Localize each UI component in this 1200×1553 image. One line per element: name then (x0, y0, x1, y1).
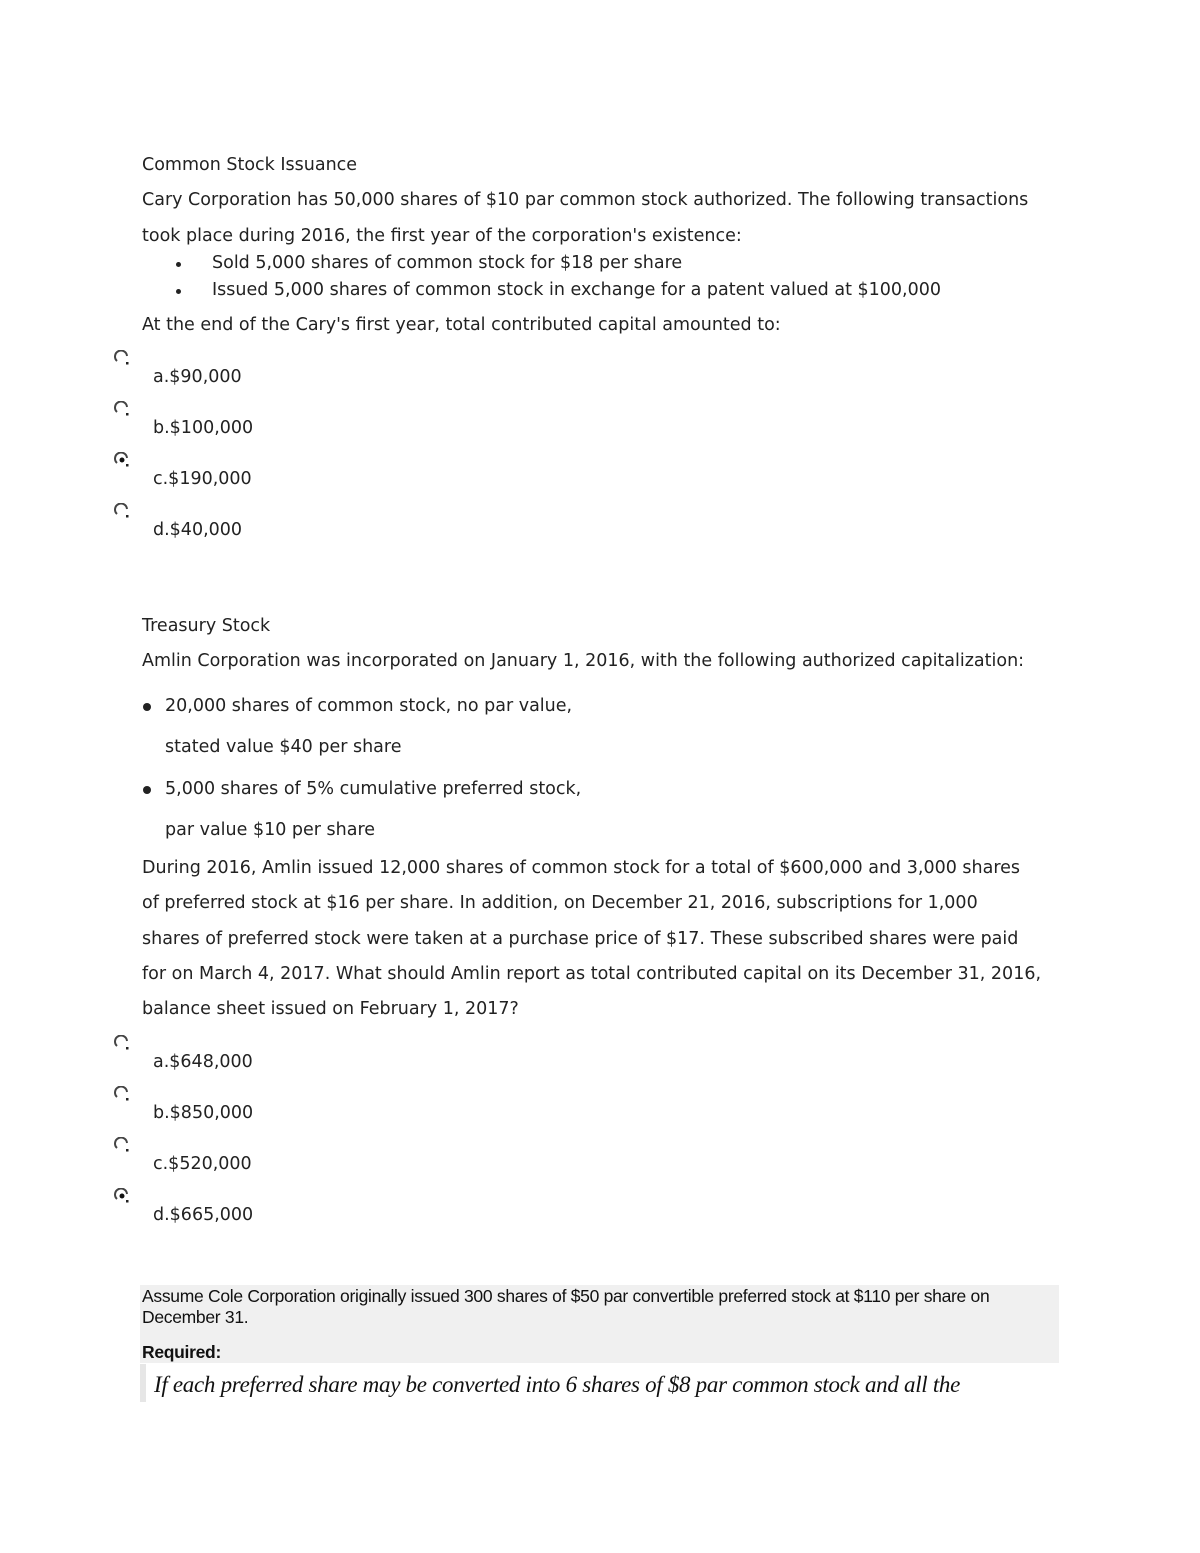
q2-option-a[interactable]: a.$648,000 (153, 1052, 253, 1072)
q3-question-bar (140, 1364, 146, 1402)
bullet-icon (143, 703, 151, 711)
q1-option-c[interactable]: c.$190,000 (153, 469, 252, 489)
q3-question: If each preferred share may be converted into 6 shares of $8 par common stock and all the (154, 1372, 961, 1397)
q2-text-line1: Amlin Corporation was incorporated on January 1, 2016, with the following authorized capitalization: (142, 651, 1025, 671)
q1-option-d[interactable]: d.$40,000 (153, 520, 243, 540)
q2-bullet-1-line1: 20,000 shares of common stock, no par value, (165, 696, 573, 716)
q2-bullet-1-line2: stated value $40 per share (165, 737, 402, 757)
radio-unselected-icon[interactable] (114, 401, 130, 417)
q2-para-line1: During 2016, Amlin issued 12,000 shares of common stock for a total of $600,000 and 3,000 shares (142, 858, 1021, 878)
radio-selected-icon[interactable] (114, 1188, 130, 1204)
q2-para-line3: shares of preferred stock were taken at a purchase price of $17. These subscribed shares were paid (142, 929, 1019, 949)
q2-option-c[interactable]: c.$520,000 (153, 1154, 252, 1174)
q1-option-a[interactable]: a.$90,000 (153, 367, 242, 387)
q1-title: Common Stock Issuance (142, 155, 358, 175)
bullet-icon (176, 289, 181, 294)
q3-line1: Assume Cole Corporation originally issued 300 shares of $50 par convertible preferred stock at $110 per share on (142, 1286, 990, 1306)
q2-option-d[interactable]: d.$665,000 (153, 1205, 254, 1225)
radio-unselected-icon[interactable] (114, 1137, 130, 1153)
q2-para-line2: of preferred stock at $16 per share. In addition, on December 21, 2016, subscriptions for 1,000 (142, 893, 978, 913)
q2-title: Treasury Stock (142, 616, 271, 636)
bullet-icon (176, 262, 181, 267)
q2-para-line5: balance sheet issued on February 1, 2017? (142, 999, 519, 1019)
q2-bullet-2-line2: par value $10 per share (165, 820, 376, 840)
q1-bullet-1: Sold 5,000 shares of common stock for $18 per share (212, 253, 683, 273)
q3-line2: December 31. (142, 1307, 249, 1327)
q1-text-line2: took place during 2016, the first year of the corporation's existence: (142, 226, 742, 246)
radio-selected-icon[interactable] (114, 452, 130, 468)
radio-unselected-icon[interactable] (114, 350, 130, 366)
q2-para-line4: for on March 4, 2017. What should Amlin report as total contributed capital on its December 31, 2016, (142, 964, 1042, 984)
q2-option-b[interactable]: b.$850,000 (153, 1103, 254, 1123)
radio-unselected-icon[interactable] (114, 1035, 130, 1051)
q3-required-heading: Required: (142, 1342, 221, 1362)
q1-option-b[interactable]: b.$100,000 (153, 418, 254, 438)
bullet-icon (143, 786, 151, 794)
q1-prompt: At the end of the Cary's first year, total contributed capital amounted to: (142, 315, 781, 335)
q1-bullet-2: Issued 5,000 shares of common stock in exchange for a patent valued at $100,000 (212, 280, 941, 300)
q2-bullet-2-line1: 5,000 shares of 5% cumulative preferred stock, (165, 779, 582, 799)
radio-unselected-icon[interactable] (114, 503, 130, 519)
q1-text-line1: Cary Corporation has 50,000 shares of $10 par common stock authorized. The following transactions (142, 190, 1029, 210)
radio-unselected-icon[interactable] (114, 1086, 130, 1102)
